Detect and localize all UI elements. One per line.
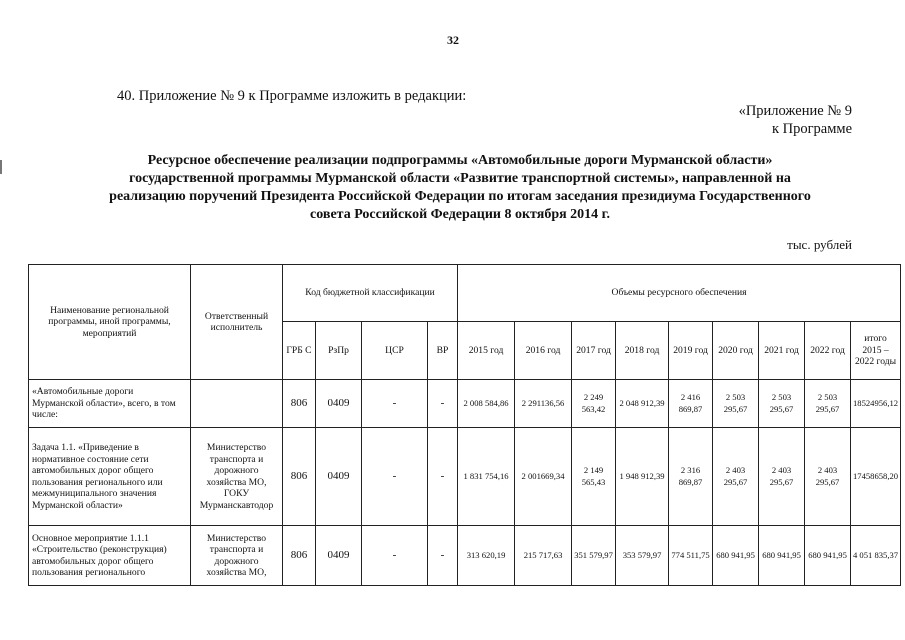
row-value: 2 403 295,67 [759, 428, 805, 526]
row-value: 2 048 912,39 [616, 380, 669, 428]
header-year: 2018 год [616, 322, 669, 380]
page-number: 32 [447, 33, 459, 47]
header-year: 2020 год [713, 322, 759, 380]
appendix-line-1: «Приложение № 9 [738, 103, 852, 119]
row-csr: - [362, 428, 428, 526]
row-value: 2 416 869,87 [669, 380, 713, 428]
header-responsible: Ответственный исполнитель [191, 265, 283, 380]
row-responsible [191, 380, 283, 428]
row-value: 1 948 912,39 [616, 428, 669, 526]
row-csr: - [362, 526, 428, 586]
row-csr: - [362, 380, 428, 428]
title-line: совета Российской Федерации 8 октября 2014 г. [310, 207, 610, 222]
header-year: 2015 год [458, 322, 515, 380]
table-row [29, 526, 901, 586]
row-value: 2 503 295,67 [805, 380, 851, 428]
row-grbs: 806 [283, 526, 316, 586]
row-grbs: 806 [283, 428, 316, 526]
row-value: 2 503 295,67 [759, 380, 805, 428]
header-grbs: ГРБ С [283, 322, 316, 380]
margin-mark [0, 160, 2, 174]
row-name: «Автомобильные дороги Мурманской области», всего, в том числе: [29, 380, 191, 428]
header-budget-code: Код бюджетной классификации [283, 265, 458, 322]
resource-table [28, 264, 901, 586]
row-value: 2 001669,34 [515, 428, 572, 526]
row-grbs: 806 [283, 380, 316, 428]
table-row [29, 428, 901, 526]
row-responsible: Министерство транспорта и дорожного хозяйства МО, ГОКУ Мурманскавтодор [191, 428, 283, 526]
header-year: 2017 год [572, 322, 616, 380]
row-value: 2 403 295,67 [713, 428, 759, 526]
appendix-reference [739, 102, 852, 138]
row-vr: - [428, 380, 458, 428]
row-value: 2 403 295,67 [805, 428, 851, 526]
row-name: Основное мероприятие 1.1.1 «Строительство (реконструкция) автомобильных дорог общего пользования регионального [29, 526, 191, 586]
row-value: 353 579,97 [616, 526, 669, 586]
row-total: 4 051 835,37 [851, 526, 901, 586]
row-responsible: Министерство транспорта и дорожного хозяйства МО, [191, 526, 283, 586]
row-value: 680 941,95 [805, 526, 851, 586]
header-year: 2019 год [669, 322, 713, 380]
header-row-1 [29, 265, 901, 322]
row-name: Задача 1.1. «Приведение в нормативное состояние сети автомобильных дорог общего пользования регионального или межмуниципального значения Мурманской области» [29, 428, 191, 526]
row-value: 215 717,63 [515, 526, 572, 586]
row-value: 1 831 754,16 [458, 428, 515, 526]
row-rzpr: 0409 [316, 428, 362, 526]
header-year: 2016 год [515, 322, 572, 380]
row-value: 680 941,95 [759, 526, 805, 586]
row-vr: - [428, 526, 458, 586]
title-line: Ресурсное обеспечение реализации подпрограммы «Автомобильные дороги Мурманской области» [147, 153, 773, 168]
header-name: Наименование региональной программы, иной программы, мероприятий [29, 265, 191, 380]
header-total: итого 2015 – 2022 годы [851, 322, 901, 380]
row-total: 18524956,12 [851, 380, 901, 428]
header-vr: ВР [428, 322, 458, 380]
row-value: 2 316 869,87 [669, 428, 713, 526]
row-value: 2 503 295,67 [713, 380, 759, 428]
appendix-line-2: к Программе [771, 121, 852, 137]
title-line: государственной программы Мурманской области «Развитие транспортной системы», направленной на [129, 171, 791, 186]
row-rzpr: 0409 [316, 380, 362, 428]
units-label: тыс. рублей [787, 237, 852, 252]
row-value: 313 620,19 [458, 526, 515, 586]
row-vr: - [428, 428, 458, 526]
document-title [60, 152, 860, 224]
header-year: 2022 год [805, 322, 851, 380]
row-value: 2 291136,56 [515, 380, 572, 428]
table-row [29, 380, 901, 428]
amendment-point: 40. Приложение № 9 к Программе изложить в редакции: [117, 88, 467, 104]
header-csr: ЦСР [362, 322, 428, 380]
row-value: 680 941,95 [713, 526, 759, 586]
row-rzpr: 0409 [316, 526, 362, 586]
row-total: 17458658,20 [851, 428, 901, 526]
title-line: реализацию поручений Президента Российской Федерации по итогам заседания президиума Государственного [109, 189, 811, 204]
header-rzpr: РзПр [316, 322, 362, 380]
row-value: 351 579,97 [572, 526, 616, 586]
row-value: 774 511,75 [669, 526, 713, 586]
header-volumes: Объемы ресурсного обеспечения [458, 265, 901, 322]
row-value: 2 149 565,43 [572, 428, 616, 526]
row-value: 2 008 584,86 [458, 380, 515, 428]
row-value: 2 249 563,42 [572, 380, 616, 428]
header-year: 2021 год [759, 322, 805, 380]
